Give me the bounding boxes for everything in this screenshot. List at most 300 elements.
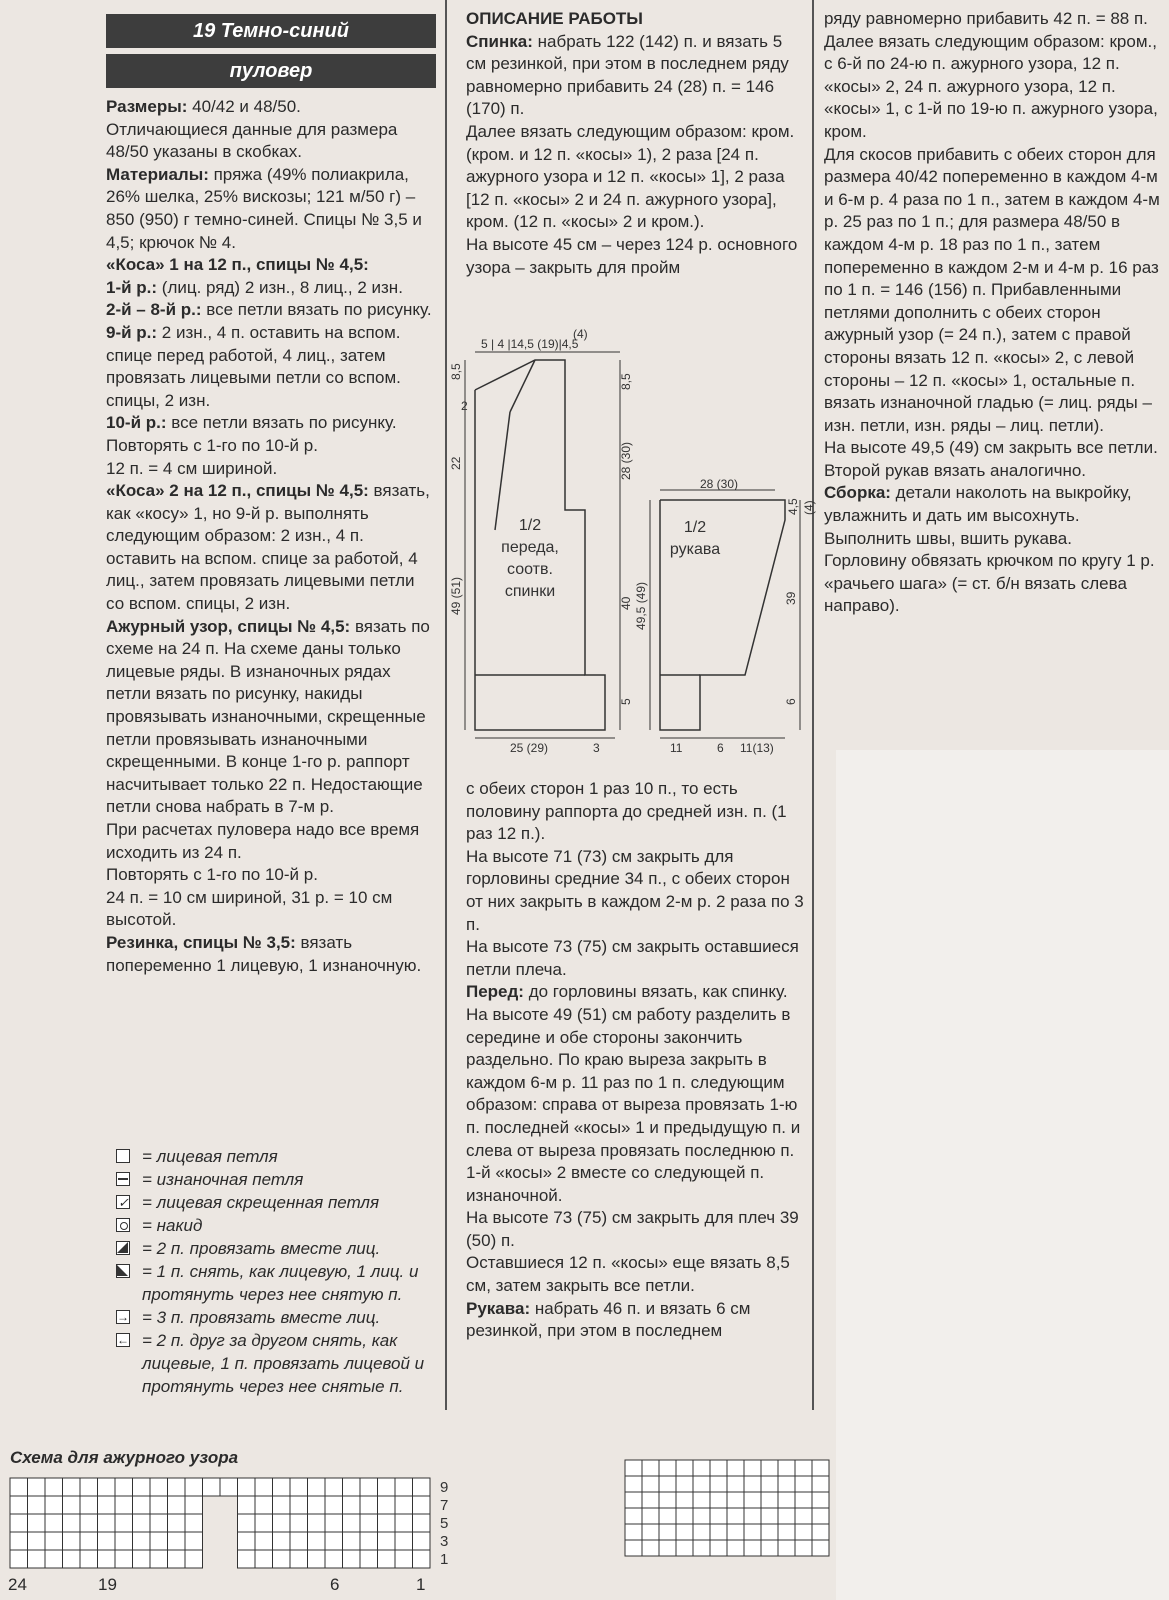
dim-sleeve-39: 39 — [784, 591, 798, 605]
cable-chart-cell — [812, 1492, 829, 1508]
col1-text: пряжа (49% полиакрила, 26% шелка, 25% вискозы; 121 м/50 г) – 850 (950) г темно-синей. Спицы № 3,5 и 4,5; крючок № 4. — [106, 164, 422, 252]
cable-chart-cell — [778, 1492, 795, 1508]
cable-chart-cell — [812, 1540, 829, 1556]
chart-cell — [308, 1532, 326, 1550]
chart-cell — [360, 1478, 378, 1496]
chart-cell — [133, 1532, 151, 1550]
dim-sleeve-6: 6 — [784, 698, 798, 705]
chart-cell — [395, 1496, 413, 1514]
chart-cell — [28, 1478, 46, 1496]
cable-chart-cell — [761, 1492, 778, 1508]
col-label-1: 1 — [416, 1575, 426, 1594]
col-label-6: 6 — [330, 1575, 340, 1594]
cable-chart-cell — [642, 1508, 659, 1524]
col1-paragraph — [106, 96, 436, 119]
col3-text: ряду равномерно прибавить 42 п. = 88 п. — [824, 9, 1148, 28]
col1-paragraph — [106, 932, 436, 977]
col3-paragraph — [824, 144, 1164, 438]
title-line-1: 19 Темно-синий — [106, 14, 436, 48]
lace-chart — [10, 1478, 455, 1573]
cable-chart-cell — [795, 1460, 812, 1476]
col2b-heading: Перед: — [466, 982, 524, 1002]
cable-chart-cell — [659, 1540, 676, 1556]
knit-stitch-icon — [116, 1149, 130, 1163]
cable-chart-cell — [676, 1508, 693, 1524]
cable-chart-cell — [727, 1476, 744, 1492]
cable-chart-cell — [727, 1524, 744, 1540]
chart-cell — [378, 1550, 396, 1568]
chart-cell — [115, 1478, 133, 1496]
cable-chart-cell — [625, 1476, 642, 1492]
dim-49-51: 49 (51) — [449, 576, 463, 615]
cable-chart-cell — [676, 1460, 693, 1476]
chart-cell — [150, 1496, 168, 1514]
cable-chart-cell — [693, 1476, 710, 1492]
chart-cell — [168, 1478, 186, 1496]
chart-cell — [360, 1514, 378, 1532]
column-2 — [466, 8, 804, 279]
chart-cell — [290, 1532, 308, 1550]
col1-paragraph — [106, 322, 436, 412]
cable-chart-cell — [761, 1508, 778, 1524]
chart-cell — [360, 1550, 378, 1568]
chart-cell — [325, 1532, 343, 1550]
chart-cell — [413, 1532, 431, 1550]
dim-sleeve-6b: 6 — [717, 741, 724, 755]
chart-cell — [98, 1478, 116, 1496]
col1-paragraph — [106, 480, 436, 616]
legend-item — [116, 1237, 456, 1260]
chart-cell — [115, 1550, 133, 1568]
cable-chart-cell — [693, 1460, 710, 1476]
dim-8-5: 8,5 — [449, 363, 463, 380]
dim-40: 40 — [619, 596, 633, 610]
col1-paragraph — [106, 819, 436, 864]
column-3 — [824, 8, 1164, 618]
chart-cell — [28, 1532, 46, 1550]
k3tog-icon — [116, 1310, 130, 1324]
dim-25-29: 25 (29) — [510, 741, 549, 755]
col1-body — [106, 96, 436, 977]
chart-cell — [45, 1550, 63, 1568]
cable-chart-cell — [659, 1460, 676, 1476]
cable-chart-cell — [778, 1460, 795, 1476]
cable-chart-cell — [710, 1524, 727, 1540]
col2b-paragraph — [466, 778, 804, 846]
yarn-over-icon — [116, 1218, 130, 1232]
column-1 — [106, 14, 436, 977]
col3-paragraph — [824, 437, 1164, 460]
chart-cell — [273, 1478, 291, 1496]
chart-cell — [133, 1514, 151, 1532]
dim-sleeve-49-5: 49,5 (49) — [634, 581, 648, 630]
chart-cell — [378, 1514, 396, 1532]
col3-text: Горловину обвязать крючком по кругу 1 р. «рачьего шага» (= ст. б/н вязать слева направо). — [824, 551, 1155, 616]
col1-paragraph — [106, 412, 436, 435]
dim-sleeve-4-5: 4,5 — [786, 498, 800, 515]
title-line-2: пуловер — [106, 54, 436, 88]
twisted-knit-icon — [116, 1195, 130, 1209]
col3-text: детали наколоть на выкройку, увлажнить и дать им высохнуть. Выполнить швы, вшить рукава. — [824, 483, 1132, 548]
chart-cell — [220, 1478, 238, 1496]
col1-text: Повторять с 1-го по 10-й р. — [106, 865, 318, 885]
col1-heading: 2-й – 8-й р.: — [106, 300, 202, 320]
cable-chart-cell — [744, 1508, 761, 1524]
legend-text: = лицевая петля — [142, 1147, 278, 1166]
front-label-1: 1/2 — [518, 517, 542, 534]
col1-heading: Размеры: — [106, 97, 188, 116]
col2-paragraph — [466, 31, 804, 121]
col2-bottom-text — [466, 778, 804, 1343]
col-label-24: 24 — [8, 1575, 27, 1594]
chart-cell — [308, 1496, 326, 1514]
col2b-paragraph — [466, 1298, 804, 1343]
col3-paragraph — [824, 460, 1164, 483]
cable-chart-cell — [693, 1508, 710, 1524]
sk2po-icon — [116, 1333, 130, 1347]
cable-chart-cell — [727, 1508, 744, 1524]
cable-chart-cell — [710, 1540, 727, 1556]
cable-chart-cell — [659, 1524, 676, 1540]
cable-chart-cell — [778, 1508, 795, 1524]
col1-paragraph — [106, 119, 436, 164]
cable-chart-cell — [642, 1524, 659, 1540]
cable-chart-cell — [710, 1492, 727, 1508]
cable-chart-cell — [744, 1492, 761, 1508]
legend-item — [116, 1168, 456, 1191]
chart-cell — [325, 1478, 343, 1496]
col1-text: (лиц. ряд) 2 изн., 8 лиц., 2 изн. — [157, 277, 403, 297]
purl-stitch-icon — [116, 1172, 130, 1186]
col3-text: Далее вязать следующим образом: кром., с 6-й по 24-ю п. ажурного узора, 12 п. «косы» 2, 24 п. ажурного узора, 12 п. «косы» 1, с 1-й по 19-ю п. ажурного узора, кром. — [824, 31, 1158, 141]
col3-paragraph — [824, 550, 1164, 618]
column-divider-2 — [812, 0, 814, 1410]
col1-text: вязать попеременно 1 лицевую, 1 изнаночную. — [106, 932, 422, 975]
chart-cell — [98, 1514, 116, 1532]
col1-heading: 1-й р.: — [106, 277, 158, 297]
col3-paragraph — [824, 31, 1164, 144]
chart-cell — [133, 1550, 151, 1568]
chart-cell — [343, 1514, 361, 1532]
dim-28-30: 28 (30) — [619, 441, 633, 480]
chart-cell — [290, 1514, 308, 1532]
col2-heading: Спинка: — [466, 31, 533, 51]
row-number-9: 9 — [440, 1479, 449, 1496]
chart-cell — [133, 1496, 151, 1514]
chart-cell — [255, 1532, 273, 1550]
legend-item — [116, 1145, 456, 1168]
cable-chart-cell — [625, 1460, 642, 1476]
legend-item — [116, 1306, 456, 1329]
cable-chart-cell — [710, 1460, 727, 1476]
chart-cell — [343, 1496, 361, 1514]
row-number-7: 7 — [440, 1497, 449, 1514]
chart-cell — [150, 1532, 168, 1550]
chart-cell — [115, 1532, 133, 1550]
chart-cell — [255, 1514, 273, 1532]
chart-cell — [133, 1478, 151, 1496]
col1-text: 2 изн., 4 п. оставить на вспом. спице перед работой, 4 лиц., затем провязать лицевыми петли со вспом. спицы, 2 изн. — [106, 322, 401, 410]
legend-text: = 2 п. провязать вместе лиц. — [142, 1239, 381, 1258]
chart-cell — [273, 1532, 291, 1550]
row-number-3: 3 — [440, 1533, 449, 1550]
cable-chart-cell — [761, 1540, 778, 1556]
dim-sleeve-11-13: 11(13) — [740, 741, 774, 755]
cable-chart-cell — [744, 1540, 761, 1556]
legend-text: = 1 п. снять, как лицевую, 1 лиц. и протянуть через нее снятую п. — [142, 1262, 419, 1304]
col1-text: Повторять с 1-го по 10-й р. — [106, 435, 318, 455]
chart-cell — [343, 1550, 361, 1568]
col1-paragraph — [106, 164, 436, 254]
col1-paragraph — [106, 458, 436, 481]
cable-chart-cell — [676, 1524, 693, 1540]
col1-paragraph — [106, 299, 436, 322]
chart-cell — [185, 1532, 203, 1550]
chart-cell — [115, 1496, 133, 1514]
col2-paragraph — [466, 121, 804, 234]
chart-cell — [150, 1550, 168, 1568]
front-label-2: переда, — [501, 539, 559, 556]
col3-paragraph — [824, 482, 1164, 550]
cable-chart-cell — [642, 1492, 659, 1508]
chart-cell — [360, 1532, 378, 1550]
cable-chart-cell — [778, 1540, 795, 1556]
chart-cell — [10, 1550, 28, 1568]
cable-chart-cell — [761, 1460, 778, 1476]
chart-cell — [45, 1496, 63, 1514]
legend-item — [116, 1214, 456, 1237]
col2b-heading: Рукава: — [466, 1298, 531, 1318]
col1-heading: Ажурный узор, спицы № 4,5: — [106, 616, 351, 636]
col1-heading: 9-й р.: — [106, 322, 158, 342]
cable-chart-cell — [676, 1540, 693, 1556]
cable-chart-cell — [795, 1508, 812, 1524]
col2b-paragraph — [466, 846, 804, 936]
chart-cell — [45, 1478, 63, 1496]
chart-cell — [308, 1550, 326, 1568]
chart-cell — [343, 1478, 361, 1496]
cable-chart-cell — [625, 1508, 642, 1524]
cable-chart-cell — [676, 1492, 693, 1508]
sleeve-label-1: 1/2 — [683, 519, 707, 536]
chart-cell — [185, 1550, 203, 1568]
col2b-text: Оставшиеся 12 п. «косы» еще вязать 8,5 см, затем закрыть все петли. — [466, 1253, 790, 1296]
cable-chart-cell — [676, 1476, 693, 1492]
dim-8-5-right: 8,5 — [619, 373, 633, 390]
cable-chart-partial — [625, 1460, 825, 1570]
chart-cell — [10, 1532, 28, 1550]
cable-chart-cell — [795, 1524, 812, 1540]
col1-heading: Материалы: — [106, 164, 209, 184]
cable-chart-cell — [642, 1540, 659, 1556]
col1-text: 24 п. = 10 см шириной, 31 р. = 10 см высотой. — [106, 887, 393, 930]
chart-cell — [10, 1478, 28, 1496]
row-number-1: 1 — [440, 1551, 449, 1568]
cable-chart-cell — [727, 1460, 744, 1476]
pattern-schematic — [449, 327, 816, 755]
chart-cell — [325, 1496, 343, 1514]
chart-cell — [273, 1514, 291, 1532]
cable-chart-cell — [795, 1476, 812, 1492]
blank-area — [836, 750, 1169, 1600]
col2b-text: с обеих сторон 1 раз 10 п., то есть половину раппорта до средней изн. п. (1 раз 12 п.). — [466, 779, 787, 844]
chart-cell — [325, 1514, 343, 1532]
chart-cell — [63, 1550, 81, 1568]
front-label-3: соотв. — [507, 561, 553, 578]
chart-cell — [10, 1514, 28, 1532]
chart-cell — [168, 1496, 186, 1514]
col1-text: вязать по схеме на 24 п. На схеме даны только лицевые ряды. В изнаночных рядах петли вязать по рисунку, накиды провязывать изнаночными, скрещенные петли провязывать изнаночными скрещенными. В конце 1-го р. раппорт насчитывает только 22 п. Недостающие петли снова набрать в 7-м р. — [106, 616, 430, 817]
chart-cell — [290, 1496, 308, 1514]
col1-heading: Резинка, спицы № 3,5: — [106, 932, 296, 952]
cable-chart-cell — [778, 1476, 795, 1492]
cable-chart-cell — [778, 1524, 795, 1540]
col1-paragraph — [106, 277, 436, 300]
cable-chart-cell — [642, 1460, 659, 1476]
cable-chart-cell — [642, 1476, 659, 1492]
chart-cell — [238, 1496, 256, 1514]
chart-cell — [378, 1532, 396, 1550]
chart-cell — [273, 1496, 291, 1514]
front-label-4: спинки — [504, 583, 556, 600]
chart-cell — [150, 1514, 168, 1532]
col1-paragraph — [106, 616, 436, 819]
col3-text: Для скосов прибавить с обеих сторон для размера 40/42 попеременно в каждом 4-м и 6-м р. 4 раза по 1 п., затем в каждом 4-м р. 25 раз по 1 п.; для размера 48/50 в каждом 4-м р. 18 раз по 1 п., затем попеременно в каждом 2-м и 4-м р. 16 раз по 1 п. = 146 (156) п. Прибавленными петлями дополнить с обеих сторон ажурный узор (= 24 п.), затем с правой стороны вязать 12 п. «косы» 2, с левой стороны – 12 п. «косы» 1, остальные п. вязать изнаночной гладью (= лиц. ряды – изн. петли, изн. ряды – лиц. петли). — [824, 144, 1160, 435]
chart-cell — [308, 1514, 326, 1532]
col3-body — [824, 8, 1164, 618]
chart-cell — [98, 1550, 116, 1568]
symbol-legend — [116, 1145, 456, 1398]
col2b-text: На высоте 73 (75) см закрыть оставшиеся петли плеча. — [466, 937, 799, 979]
chart-cell — [80, 1532, 98, 1550]
cable-chart-cell — [744, 1476, 761, 1492]
col1-text: 12 п. = 4 см шириной. — [106, 458, 278, 478]
chart-cell — [28, 1496, 46, 1514]
skpo-icon — [116, 1264, 130, 1278]
chart-cell — [413, 1496, 431, 1514]
chart-cell — [308, 1478, 326, 1496]
dim-sleeve-4: (4) — [802, 500, 816, 515]
col2b-text: На высоте 73 (75) см закрыть для плеч 39 (50) п. — [466, 1208, 799, 1250]
col1-heading: 10-й р.: — [106, 413, 167, 433]
col3-heading: Сборка: — [824, 483, 891, 503]
chart-cell — [325, 1550, 343, 1568]
col3-text: На высоте 49,5 (49) см закрыть все петли. — [824, 438, 1158, 458]
chart-cell — [290, 1478, 308, 1496]
col1-paragraph — [106, 887, 436, 932]
chart-cell — [80, 1550, 98, 1568]
dim-front-top-note: (4) — [573, 327, 588, 341]
cable-chart-cell — [659, 1476, 676, 1492]
chart-cell — [185, 1496, 203, 1514]
cable-chart-cell — [744, 1460, 761, 1476]
col2-text: набрать 122 (142) п. и вязать 5 см резинкой, при этом в последнем ряду равномерно прибавить 24 (28) п. = 146 (170) п. — [466, 31, 789, 119]
row-number-5: 5 — [440, 1515, 449, 1532]
dim-5: 5 — [619, 698, 633, 705]
dim-sleeve-28-30: 28 (30) — [700, 477, 739, 491]
cable-chart-cell — [812, 1476, 829, 1492]
chart-cell — [10, 1496, 28, 1514]
cable-chart-cell — [727, 1492, 744, 1508]
col1-text: При расчетах пуловера надо все время исходить из 24 п. — [106, 820, 420, 862]
chart-title: Схема для ажурного узора — [10, 1448, 239, 1467]
col1-paragraph — [106, 435, 436, 458]
cable-chart-cell — [710, 1476, 727, 1492]
chart-cell — [290, 1550, 308, 1568]
col1-heading: «Коса» 1 на 12 п., спицы № 4,5: — [106, 255, 369, 275]
dim-3: 3 — [593, 741, 600, 755]
cable-chart-cell — [693, 1524, 710, 1540]
col1-paragraph — [106, 864, 436, 887]
chart-cell — [98, 1532, 116, 1550]
cable-chart-cell — [795, 1492, 812, 1508]
chart-cell — [185, 1514, 203, 1532]
col1-text: все петли вязать по рисунку. — [201, 300, 432, 320]
col2b-text: набрать 46 п. и вязать 6 см резинкой, при этом в последнем — [466, 1298, 751, 1341]
cable-chart-cell — [744, 1524, 761, 1540]
chart-cell — [395, 1532, 413, 1550]
cable-chart-cell — [659, 1508, 676, 1524]
legend-text: = изнаночная петля — [142, 1170, 304, 1189]
cable-chart-cell — [812, 1460, 829, 1476]
chart-cell — [255, 1478, 273, 1496]
chart-cell — [63, 1496, 81, 1514]
col3-paragraph — [824, 8, 1164, 31]
cable-chart-cell — [693, 1492, 710, 1508]
k2tog-icon — [116, 1241, 130, 1255]
chart-cell — [238, 1514, 256, 1532]
chart-cell — [168, 1550, 186, 1568]
chart-cell — [343, 1532, 361, 1550]
col1-text: Отличающиеся данные для размера 48/50 указаны в скобках. — [106, 119, 398, 162]
dim-22: 22 — [449, 456, 463, 470]
chart-cell — [45, 1514, 63, 1532]
chart-cell — [28, 1550, 46, 1568]
col2b-text: до горловины вязать, как спинку. На высоте 49 (51) см работу разделить в середине и обе стороны закончить раздельно. По краю выреза закрыть в каждом 6-м р. 11 раз по 1 п. следующим образом: справа от выреза провязать 1-ю п. последней «косы» 1 и предыдущую п. и слева от выреза провязать последнюю п. 1-й «косы» 2 вместе со следующей п. изнаночной. — [466, 982, 801, 1205]
chart-cell — [115, 1514, 133, 1532]
col2-paragraph — [466, 234, 804, 279]
col2-text: На высоте 45 см – через 124 р. основного узора – закрыть для пройм — [466, 234, 798, 277]
chart-cell — [413, 1550, 431, 1568]
chart-cell — [395, 1550, 413, 1568]
legend-item — [116, 1191, 456, 1214]
chart-cell — [360, 1496, 378, 1514]
legend-text: = 2 п. друг за другом снять, как лицевые, 1 п. провязать лицевой и протянуть через нее снятые п. — [142, 1331, 425, 1396]
chart-cell — [255, 1550, 273, 1568]
col2b-paragraph — [466, 1207, 804, 1252]
cable-chart-cell — [625, 1524, 642, 1540]
col1-text: 40/42 и 48/50. — [187, 97, 301, 116]
legend-item — [116, 1260, 456, 1306]
col2-text: Далее вязать следующим образом: кром. (кром. и 12 п. «косы» 1), 2 раза [24 п. ажурного узора и 12 п. «косы» 1], 2 раза [12 п. «косы» 2 и 24 п. ажурного узора], кром. (12 п. «косы» 2 и кром.). — [466, 121, 795, 232]
cable-chart-cell — [625, 1492, 642, 1508]
chart-cell — [413, 1478, 431, 1496]
chart-cell — [378, 1496, 396, 1514]
col2b-text: На высоте 71 (73) см закрыть для горловины средние 34 п., с обеих сторон от них закрыть в каждом 2-м р. 2 раза по 3 п. — [466, 846, 804, 934]
chart-cell — [63, 1478, 81, 1496]
cable-chart-cell — [659, 1492, 676, 1508]
cable-chart-cell — [812, 1524, 829, 1540]
column-2-bottom — [466, 778, 804, 1343]
cable-chart-cell — [727, 1540, 744, 1556]
cable-chart-cell — [625, 1540, 642, 1556]
chart-cell — [395, 1514, 413, 1532]
legend-text: = накид — [142, 1216, 203, 1235]
cable-chart-cell — [795, 1540, 812, 1556]
col2-paragraph — [466, 8, 804, 31]
chart-cell — [185, 1478, 203, 1496]
chart-cell — [203, 1478, 221, 1496]
